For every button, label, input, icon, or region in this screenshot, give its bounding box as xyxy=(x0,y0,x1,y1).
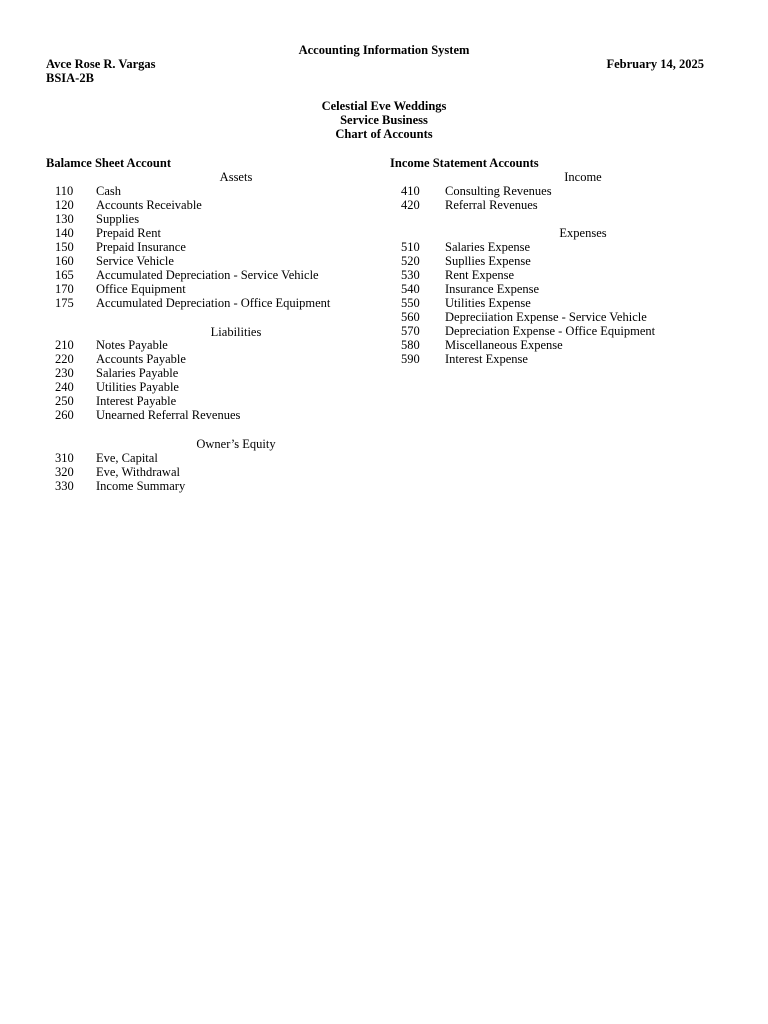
account-name: Accounts Receivable xyxy=(96,198,202,212)
account-row xyxy=(55,394,240,408)
account-row xyxy=(401,296,655,310)
expenses-list xyxy=(401,240,655,366)
account-name: Rent Expense xyxy=(445,268,515,282)
account-row xyxy=(401,338,655,352)
account-code: 250 xyxy=(55,394,74,408)
account-code: 220 xyxy=(55,352,74,366)
account-row xyxy=(55,268,330,282)
account-name: Salaries Expense xyxy=(445,240,531,254)
account-name: Accumulated Depreciation - Service Vehicle xyxy=(96,268,319,282)
company-block xyxy=(0,99,768,141)
account-code: 175 xyxy=(55,296,74,310)
account-row xyxy=(401,352,655,366)
account-name: Miscellaneous Expense xyxy=(445,338,563,352)
account-code: 530 xyxy=(401,268,420,282)
account-name: Prepaid Rent xyxy=(96,226,161,240)
account-code: 230 xyxy=(55,366,74,380)
liabilities-list xyxy=(55,338,240,422)
account-code: 410 xyxy=(401,184,420,198)
account-code: 320 xyxy=(55,465,74,479)
account-row xyxy=(55,198,330,212)
account-row xyxy=(55,408,240,422)
account-row xyxy=(55,479,185,493)
income-list xyxy=(401,184,552,212)
account-row xyxy=(55,338,240,352)
account-row xyxy=(55,226,330,240)
account-name: Office Equipment xyxy=(96,282,186,296)
section-label: BSIA-2B xyxy=(46,71,94,85)
account-name: Consulting Revenues xyxy=(445,184,552,198)
account-name: Utilities Expense xyxy=(445,296,531,310)
account-name: Referral Revenues xyxy=(445,198,538,212)
account-code: 240 xyxy=(55,380,74,394)
account-name: Depreciiation Expense - Service Vehicle xyxy=(445,310,647,324)
account-name: Income Summary xyxy=(96,479,186,493)
account-name: Accumulated Depreciation - Office Equipment xyxy=(96,296,331,310)
income-title: Income xyxy=(564,170,602,184)
student-name: Avce Rose R. Vargas xyxy=(46,57,156,71)
document-date: February 14, 2025 xyxy=(606,57,704,71)
account-name: Prepaid Insurance xyxy=(96,240,186,254)
account-code: 160 xyxy=(55,254,74,268)
account-code: 120 xyxy=(55,198,74,212)
document-title: Chart of Accounts xyxy=(335,127,433,141)
account-code: 165 xyxy=(55,268,74,282)
account-name: Accounts Payable xyxy=(96,352,186,366)
liabilities-title: Liabilities xyxy=(210,325,262,339)
balance-sheet-heading: Balamce Sheet Account xyxy=(46,156,171,170)
account-name: Eve, Capital xyxy=(96,451,158,465)
owners-equity-title: Owner’s Equity xyxy=(196,437,276,451)
account-name: Service Vehicle xyxy=(96,254,174,268)
account-row xyxy=(55,352,240,366)
account-row xyxy=(55,212,330,226)
account-row xyxy=(401,184,552,198)
account-row xyxy=(55,254,330,268)
account-code: 420 xyxy=(401,198,420,212)
account-name: Interest Expense xyxy=(445,352,528,366)
account-code: 560 xyxy=(401,310,420,324)
company-name: Celestial Eve Weddings xyxy=(321,99,447,113)
account-code: 590 xyxy=(401,352,420,366)
account-code: 110 xyxy=(55,184,74,198)
account-row xyxy=(401,310,655,324)
account-code: 520 xyxy=(401,254,420,268)
equity-list xyxy=(55,451,185,493)
account-row xyxy=(401,198,552,212)
account-code: 330 xyxy=(55,479,74,493)
assets-list xyxy=(55,184,330,310)
account-row xyxy=(401,254,655,268)
account-code: 570 xyxy=(401,324,420,338)
account-code: 130 xyxy=(55,212,74,226)
expenses-title: Expenses xyxy=(559,226,607,240)
account-row xyxy=(401,324,655,338)
account-row xyxy=(401,268,655,282)
account-code: 210 xyxy=(55,338,74,352)
account-code: 150 xyxy=(55,240,74,254)
assets-title: Assets xyxy=(219,170,253,184)
account-code: 550 xyxy=(401,296,420,310)
account-row xyxy=(55,296,330,310)
account-name: Supllies Expense xyxy=(445,254,531,268)
income-statement-heading: Income Statement Accounts xyxy=(390,156,539,170)
account-name: Interest Payable xyxy=(96,394,177,408)
account-name: Eve, Withdrawal xyxy=(96,465,180,479)
account-row xyxy=(55,184,330,198)
account-name: Depreciation Expense - Office Equipment xyxy=(445,324,656,338)
account-row xyxy=(55,366,240,380)
account-code: 260 xyxy=(55,408,74,422)
account-row xyxy=(55,451,185,465)
account-code: 140 xyxy=(55,226,74,240)
account-row xyxy=(55,282,330,296)
account-code: 540 xyxy=(401,282,420,296)
account-name: Salaries Payable xyxy=(96,366,179,380)
account-code: 170 xyxy=(55,282,74,296)
account-row xyxy=(401,282,655,296)
account-name: Unearned Referral Revenues xyxy=(96,408,241,422)
account-code: 580 xyxy=(401,338,420,352)
account-code: 310 xyxy=(55,451,74,465)
account-row xyxy=(55,465,185,479)
account-name: Notes Payable xyxy=(96,338,168,352)
course-title: Accounting Information System xyxy=(298,43,470,57)
account-row xyxy=(401,240,655,254)
account-code: 510 xyxy=(401,240,420,254)
account-name: Supplies xyxy=(96,212,140,226)
account-name: Insurance Expense xyxy=(445,282,540,296)
account-name: Utilities Payable xyxy=(96,380,179,394)
account-row xyxy=(55,380,240,394)
business-type: Service Business xyxy=(340,113,428,127)
account-row xyxy=(55,240,330,254)
account-name: Cash xyxy=(96,184,121,198)
